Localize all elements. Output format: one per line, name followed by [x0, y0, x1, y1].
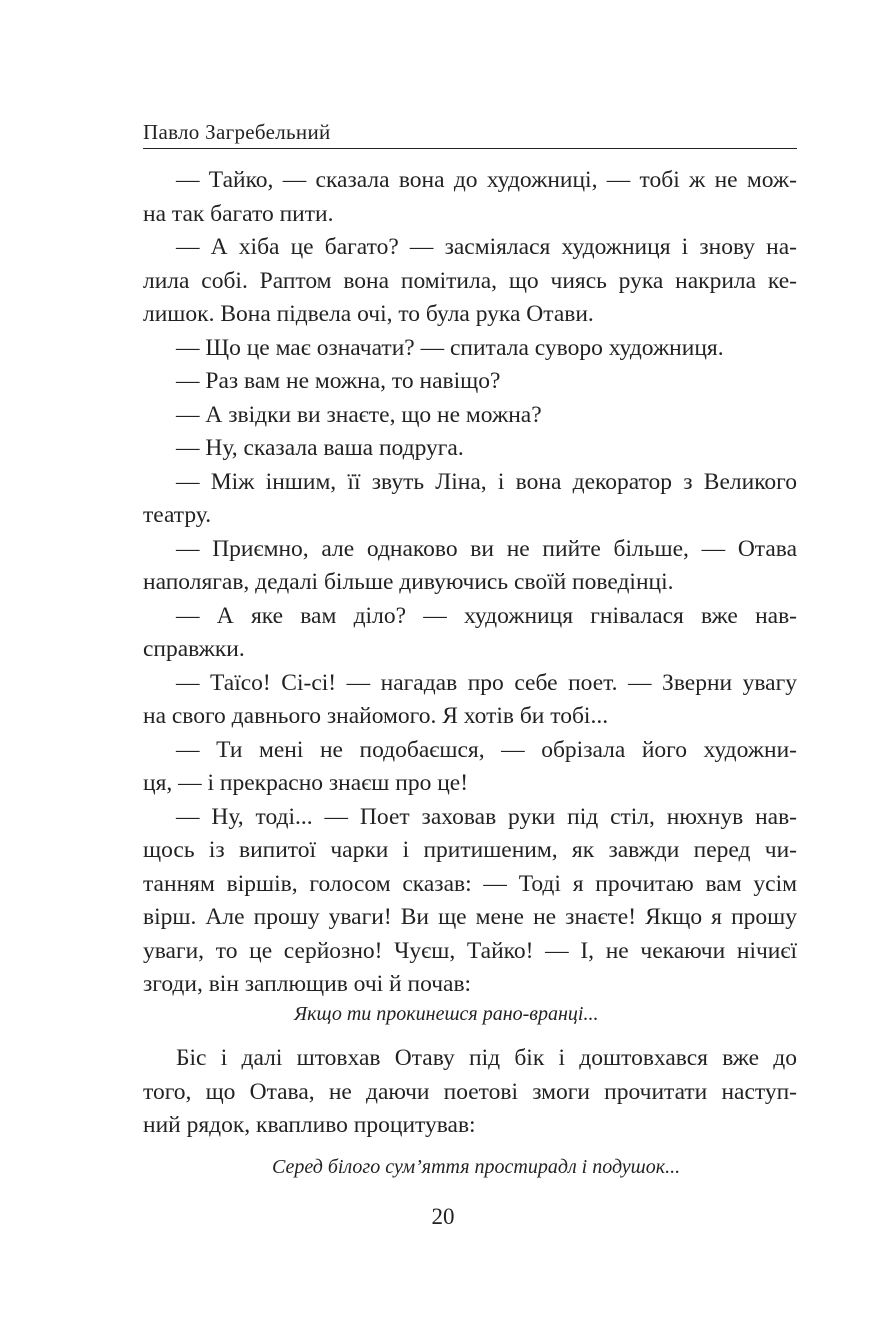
text-line: щось із випитої чарки і притишеним, як завжди перед чи-: [143, 837, 797, 863]
main-text: [143, 164, 797, 1002]
text-line: танням віршів, голосом сказав: — Тоді я прочитаю вам усім: [143, 870, 797, 897]
text-line: на свого давнього знайомого. Я хотів би тобі...: [143, 703, 609, 729]
running-header: [143, 118, 797, 149]
text-line: — Раз вам не можна, то навіщо?: [176, 368, 501, 394]
text-line: — Тайко, — сказала вона до художниці, — тобі ж не мож-: [176, 167, 797, 193]
text-line: на так багато пити.: [143, 200, 334, 227]
verse-quote: Серед білого сум’яття простирадл і подушок...: [272, 1156, 681, 1178]
verse-quote: Якщо ти прокинешся рано-вранці...: [294, 1003, 599, 1025]
text-line: лишок. Вона підвела очі, то була рука Отави.: [143, 301, 594, 327]
text-line: — А хіба це багато? — засміялася художниця і знову на-: [176, 234, 797, 260]
page-number: 20: [431, 1204, 455, 1229]
author-name: Павло Загребельний: [143, 120, 331, 144]
text-line: згоди, він заплющив очі й почав:: [143, 971, 472, 997]
text-line: того, що Отава, не даючи поетові змоги прочитати наступ-: [143, 1078, 797, 1105]
text-line: — Ну, сказала ваша подруга.: [176, 435, 464, 461]
text-line: — Ти мені не подобаєшся, — обрізала його художни-: [176, 736, 797, 763]
text-line: — Приємно, але однаково ви не пийте більше, — Отава: [176, 535, 797, 562]
text-line: вірш. Але прошу уваги! Ви ще мене не знаєте! Якщо я прошу: [143, 904, 797, 930]
main-text-continued: [143, 1042, 797, 1143]
text-line: ця, — і прекрасно знаєш про це!: [143, 770, 469, 796]
text-line: наполягав, дедалі більше дивуючись своїй поведінці.: [143, 569, 674, 595]
text-line: Біс і далі штовхав Отаву під бік і доштовхався вже до: [176, 1045, 797, 1071]
text-line: театру.: [143, 502, 212, 528]
text-line: — А звідки ви знаєте, що не можна?: [176, 401, 542, 428]
text-line: уваги, то це серйозно! Чуєш, Тайко! — І, не чекаючи нічиєї: [143, 937, 797, 964]
text-line: ний рядок, квапливо процитував:: [143, 1112, 476, 1138]
text-line: — Таїсо! Сі-сі! — нагадав про себе поет. — Зверни увагу: [176, 669, 797, 696]
text-line: справжки.: [143, 636, 245, 662]
text-line: — Що це має означати? — спитала суворо художниця.: [176, 334, 724, 361]
text-line: — Ну, тоді... — Поет заховав руки під стіл, нюхнув нав-: [176, 803, 797, 830]
text-line: — Між іншим, її звуть Ліна, і вона декоратор з Великого: [176, 468, 797, 495]
text-line: лила собі. Раптом вона помітила, що чиясь рука накрила ке-: [143, 267, 797, 294]
text-line: — А яке вам діло? — художниця гнівалася вже нав-: [176, 602, 797, 629]
